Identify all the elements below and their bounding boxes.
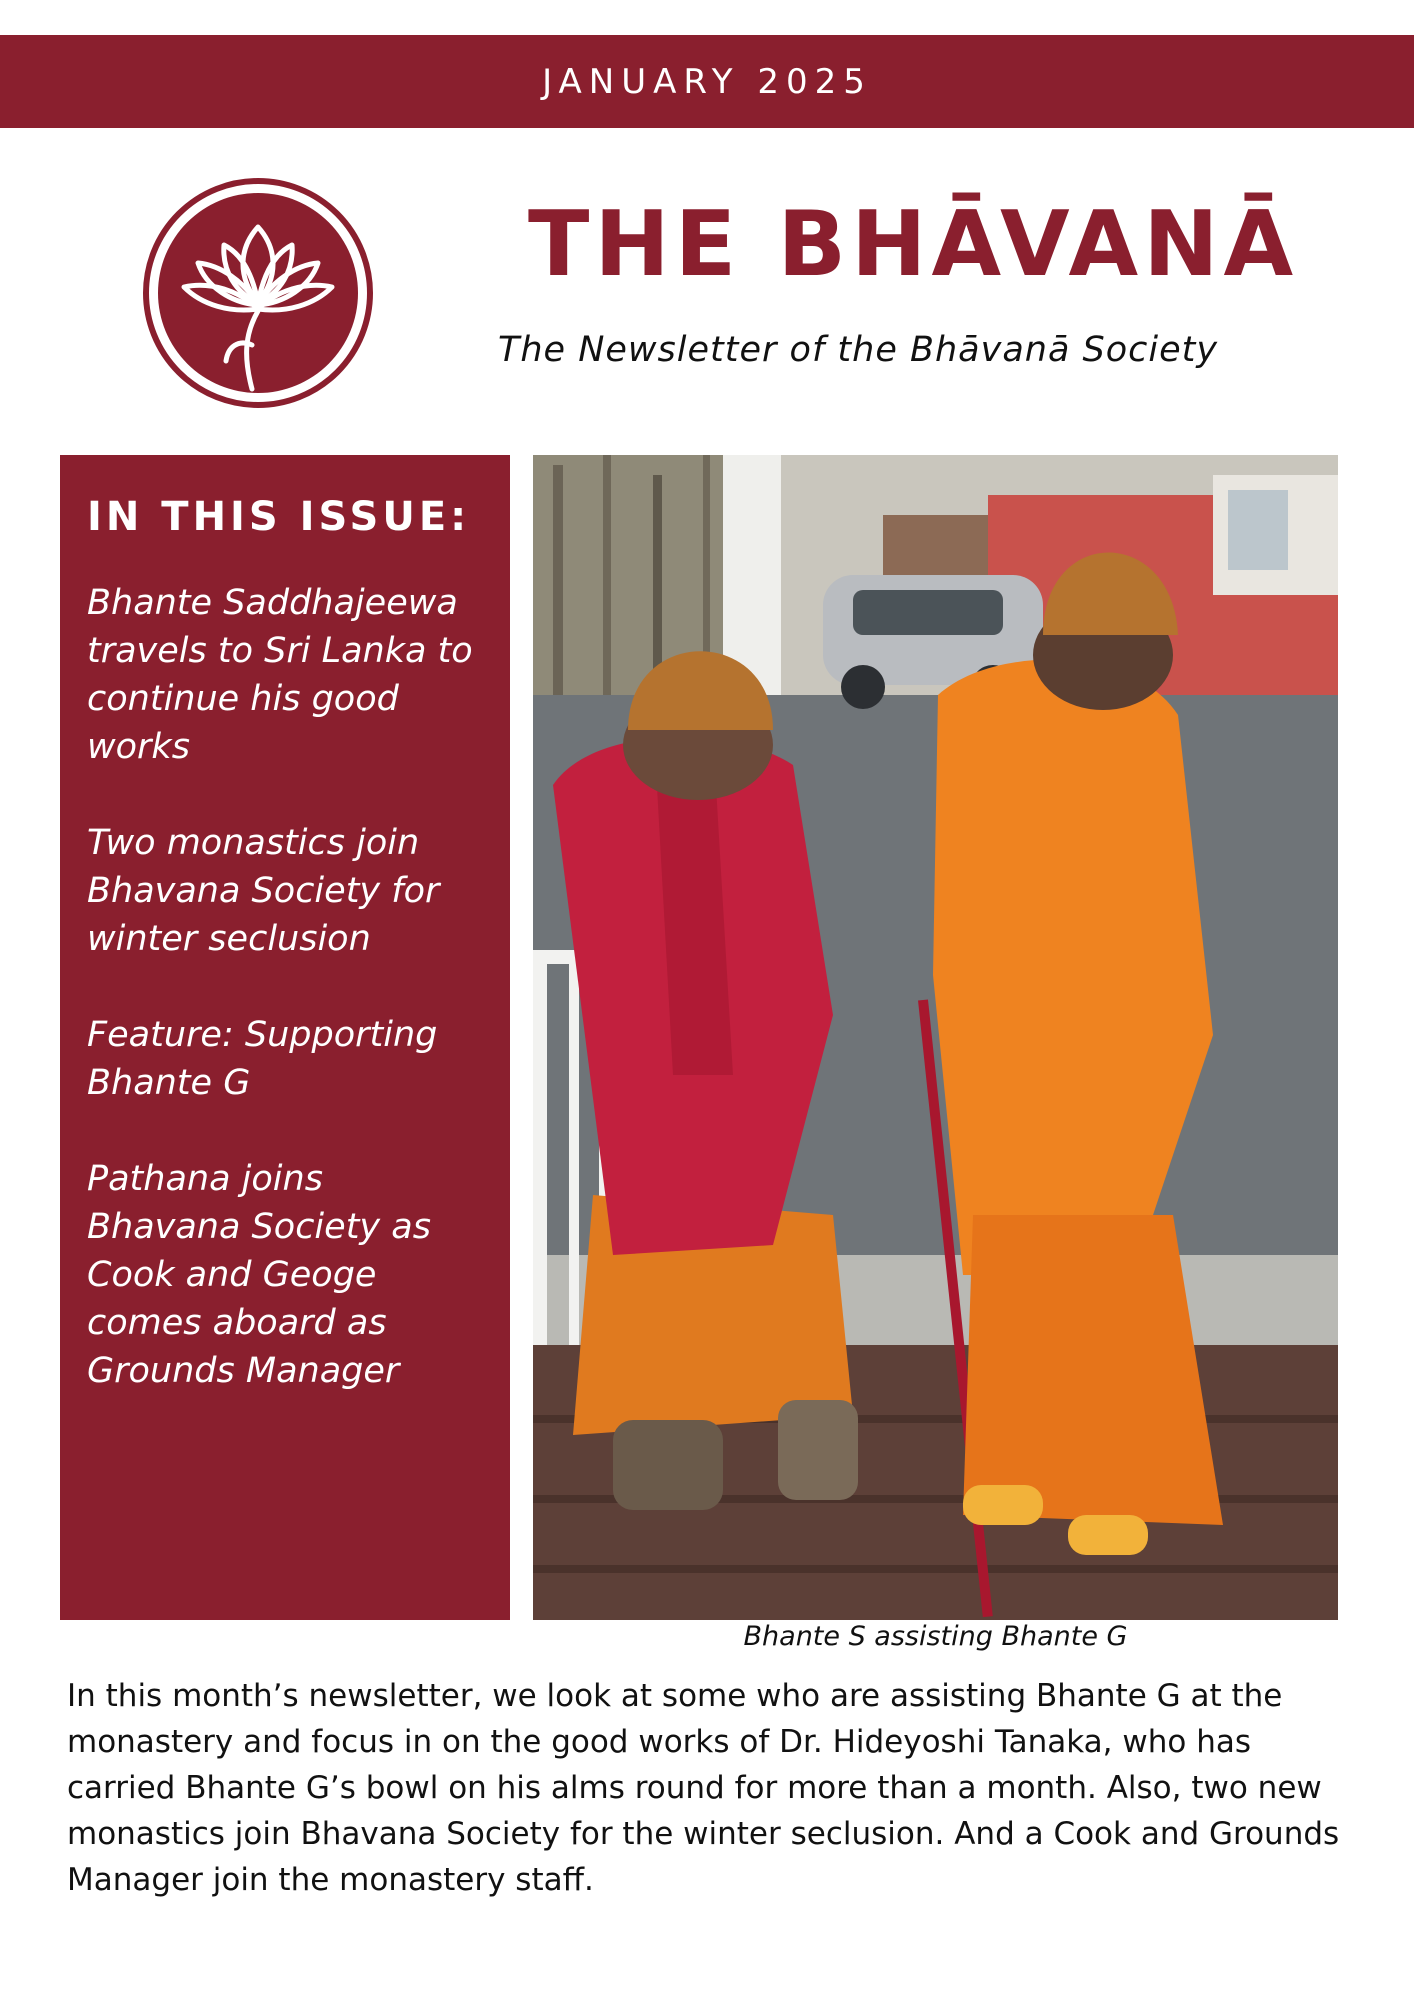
issue-item: Pathana joins Bhavana Society as Cook and Geoge comes aboard as Grounds Manager (87, 1159, 431, 1391)
cover-photo (533, 455, 1338, 1620)
intro-paragraph: In this month’s newsletter, we look at some who are assisting Bhante G at the monastery and focus in on the good works of Dr. Hideyoshi Tanaka, who has carried Bhante G’s bowl on his alms round for more than a month. Also, two new monastics join Bhavana Society for the winter seclusion. And a Cook and Grounds Manager join the monastery staff. (67, 1678, 1340, 1898)
in-this-issue-heading: IN THIS ISSUE: (87, 494, 471, 540)
photo-caption: Bhante S assisting Bhante G (743, 1621, 1128, 1652)
in-this-issue-panel (60, 455, 510, 1620)
newsletter-subtitle: The Newsletter of the Bhāvanā Society (498, 330, 1219, 370)
issue-item: Two monastics join Bhavana Society for winter seclusion (87, 823, 440, 959)
issue-item: Feature: Supporting Bhante G (87, 1015, 438, 1103)
newsletter-title: THE BHĀVANĀ (528, 192, 1299, 297)
monks-on-porch-photo (533, 455, 1338, 1620)
date-banner (0, 35, 1414, 128)
lotus-icon (140, 175, 376, 411)
issue-item: Bhante Saddhajeewa travels to Sri Lanka to continue his good works (87, 583, 473, 767)
issue-date: JANUARY 2025 (542, 61, 872, 102)
